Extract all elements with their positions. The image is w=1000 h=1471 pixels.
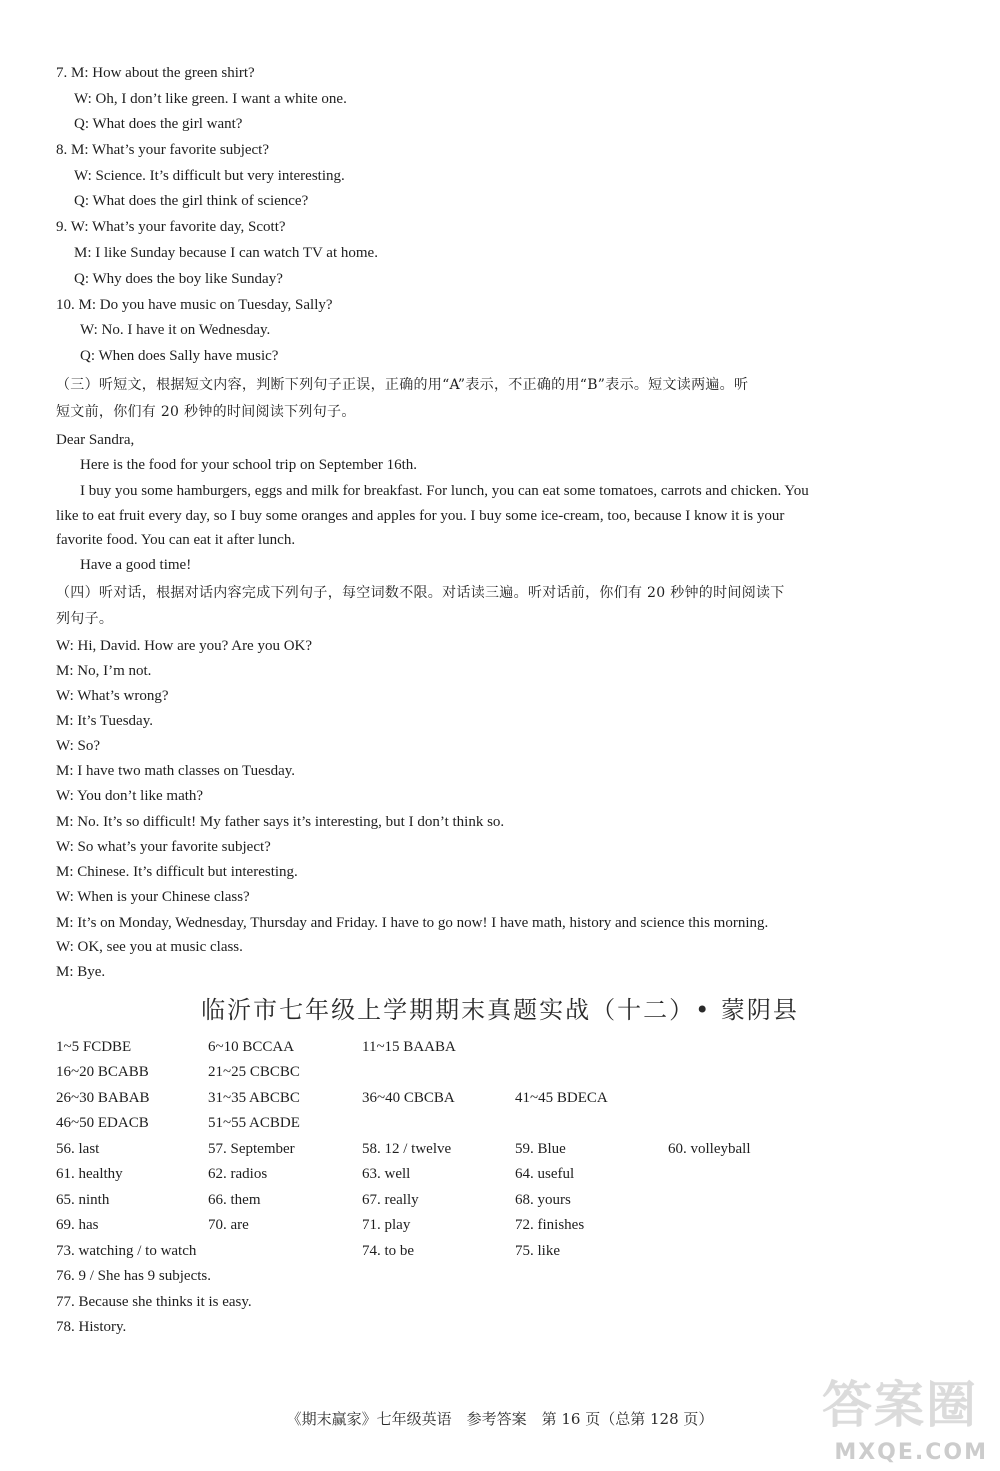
answer-cell: 61. healthy: [56, 1166, 123, 1182]
dialogue-line: M: It’s on Monday, Wednesday, Thursday and Friday. I have to go now! I have math, history and science this morning.: [56, 915, 769, 931]
answer-cell: 57. September: [208, 1141, 295, 1157]
answer-cell: 66. them: [208, 1192, 261, 1208]
answer-cell: 60. volleyball: [668, 1141, 751, 1157]
answer-cell: 63. well: [362, 1166, 411, 1182]
letter-line: Dear Sandra,: [56, 432, 135, 448]
dialogue-line: M: No. It’s so difficult! My father says it’s interesting, but I don’t think so.: [56, 814, 505, 830]
answer-cell: 78. History.: [56, 1319, 127, 1335]
page-footer: 《期末赢家》七年级英语 参考答案 第 16 页（总第 128 页）: [286, 1410, 714, 1428]
answer-cell: 51~55 ACBDE: [208, 1115, 300, 1131]
answer-cell: 21~25 CBCBC: [208, 1064, 300, 1080]
answer-key-title: 临沂市七年级上学期期末真题实战（十二）• 蒙阴县: [201, 996, 799, 1024]
listening-line: W: Science. It’s difficult but very interesting.: [74, 168, 345, 184]
answer-cell: 70. are: [208, 1217, 249, 1233]
dialogue-line: W: What’s wrong?: [56, 688, 169, 704]
listening-line: Q: Why does the boy like Sunday?: [74, 271, 283, 287]
answer-cell: 58. 12 / twelve: [362, 1141, 452, 1157]
dialogue-line: W: OK, see you at music class.: [56, 939, 243, 955]
dialogue-line: M: Bye.: [56, 964, 106, 980]
letter-line: I buy you some hamburgers, eggs and milk for breakfast. For lunch, you can eat some tomatoes, carrots and chicken. You: [80, 483, 809, 499]
watermark-url: MXQE.COM: [834, 1440, 988, 1465]
listening-line: Q: What does the girl think of science?: [74, 193, 309, 209]
answer-cell: 67. really: [362, 1192, 419, 1208]
listening-line: M: I like Sunday because I can watch TV at home.: [74, 245, 378, 261]
section-four-instruction: （四）听对话，根据对话内容完成下列句子，每空词数不限。对话读三遍。听对话前，你们有 20 秒钟的时间阅读下: [56, 585, 785, 601]
answer-cell: 72. finishes: [515, 1217, 585, 1233]
letter-line: Here is the food for your school trip on September 16th.: [80, 457, 418, 473]
answer-cell: 41~45 BDECA: [515, 1090, 608, 1106]
listening-line: Q: When does Sally have music?: [80, 348, 279, 364]
section-three-instruction: 短文前，你们有 20 秒钟的时间阅读下列句子。: [56, 404, 356, 420]
answer-cell: 16~20 BCABB: [56, 1064, 149, 1080]
listening-line: Q: What does the girl want?: [74, 116, 243, 132]
answer-cell: 59. Blue: [515, 1141, 566, 1157]
listening-line: W: No. I have it on Wednesday.: [80, 322, 271, 338]
answer-cell: 62. radios: [208, 1166, 268, 1182]
answer-cell: 69. has: [56, 1217, 99, 1233]
listening-line: 7. M: How about the green shirt?: [56, 65, 255, 81]
letter-line: Have a good time!: [80, 557, 192, 573]
answer-cell: 68. yours: [515, 1192, 571, 1208]
answer-cell: 74. to be: [362, 1243, 415, 1259]
dialogue-line: W: So what’s your favorite subject?: [56, 839, 271, 855]
answer-cell: 76. 9 / She has 9 subjects.: [56, 1268, 211, 1284]
answer-cell: 36~40 CBCBA: [362, 1090, 455, 1106]
answer-cell: 65. ninth: [56, 1192, 110, 1208]
answer-cell: 11~15 BAABA: [362, 1039, 456, 1055]
section-three-instruction: （三）听短文，根据短文内容，判断下列句子正误，正确的用“A”表示，不正确的用“B”表示。短文读两遍。听: [56, 377, 749, 393]
dialogue-line: W: You don’t like math?: [56, 788, 204, 804]
dialogue-line: M: It’s Tuesday.: [56, 713, 153, 729]
watermark-logo: [788, 1365, 988, 1465]
dialogue-line: W: Hi, David. How are you? Are you OK?: [56, 638, 313, 654]
answer-cell: 73. watching / to watch: [56, 1243, 197, 1259]
answer-cell: 26~30 BABAB: [56, 1090, 150, 1106]
watermark-glyphs: 答案圈: [822, 1376, 978, 1434]
listening-line: 10. M: Do you have music on Tuesday, Sally?: [56, 297, 333, 313]
answer-cell: 71. play: [362, 1217, 411, 1233]
answer-cell: 75. like: [515, 1243, 560, 1259]
dialogue-line: M: I have two math classes on Tuesday.: [56, 763, 296, 779]
listening-line: 9. W: What’s your favorite day, Scott?: [56, 219, 286, 235]
answer-cell: 31~35 ABCBC: [208, 1090, 300, 1106]
answer-cell: 6~10 BCCAA: [208, 1039, 295, 1055]
dialogue-line: M: Chinese. It’s difficult but interesting.: [56, 864, 298, 880]
dialogue-line: M: No, I’m not.: [56, 663, 152, 679]
answer-cell: 56. last: [56, 1141, 100, 1157]
dialogue-line: W: When is your Chinese class?: [56, 889, 250, 905]
section-four-instruction: 列句子。: [56, 611, 114, 627]
letter-line: favorite food. You can eat it after lunch.: [56, 532, 296, 548]
answer-cell: 46~50 EDACB: [56, 1115, 149, 1131]
answer-cell: 64. useful: [515, 1166, 575, 1182]
listening-line: W: Oh, I don’t like green. I want a white one.: [74, 91, 347, 107]
answer-cell: 77. Because she thinks it is easy.: [56, 1294, 252, 1310]
dialogue-line: W: So?: [56, 738, 101, 754]
letter-line: like to eat fruit every day, so I buy some oranges and apples for you. I buy some ice-cream, too, because I know it is your: [56, 508, 785, 524]
answer-cell: 1~5 FCDBE: [56, 1039, 132, 1055]
listening-line: 8. M: What’s your favorite subject?: [56, 142, 270, 158]
